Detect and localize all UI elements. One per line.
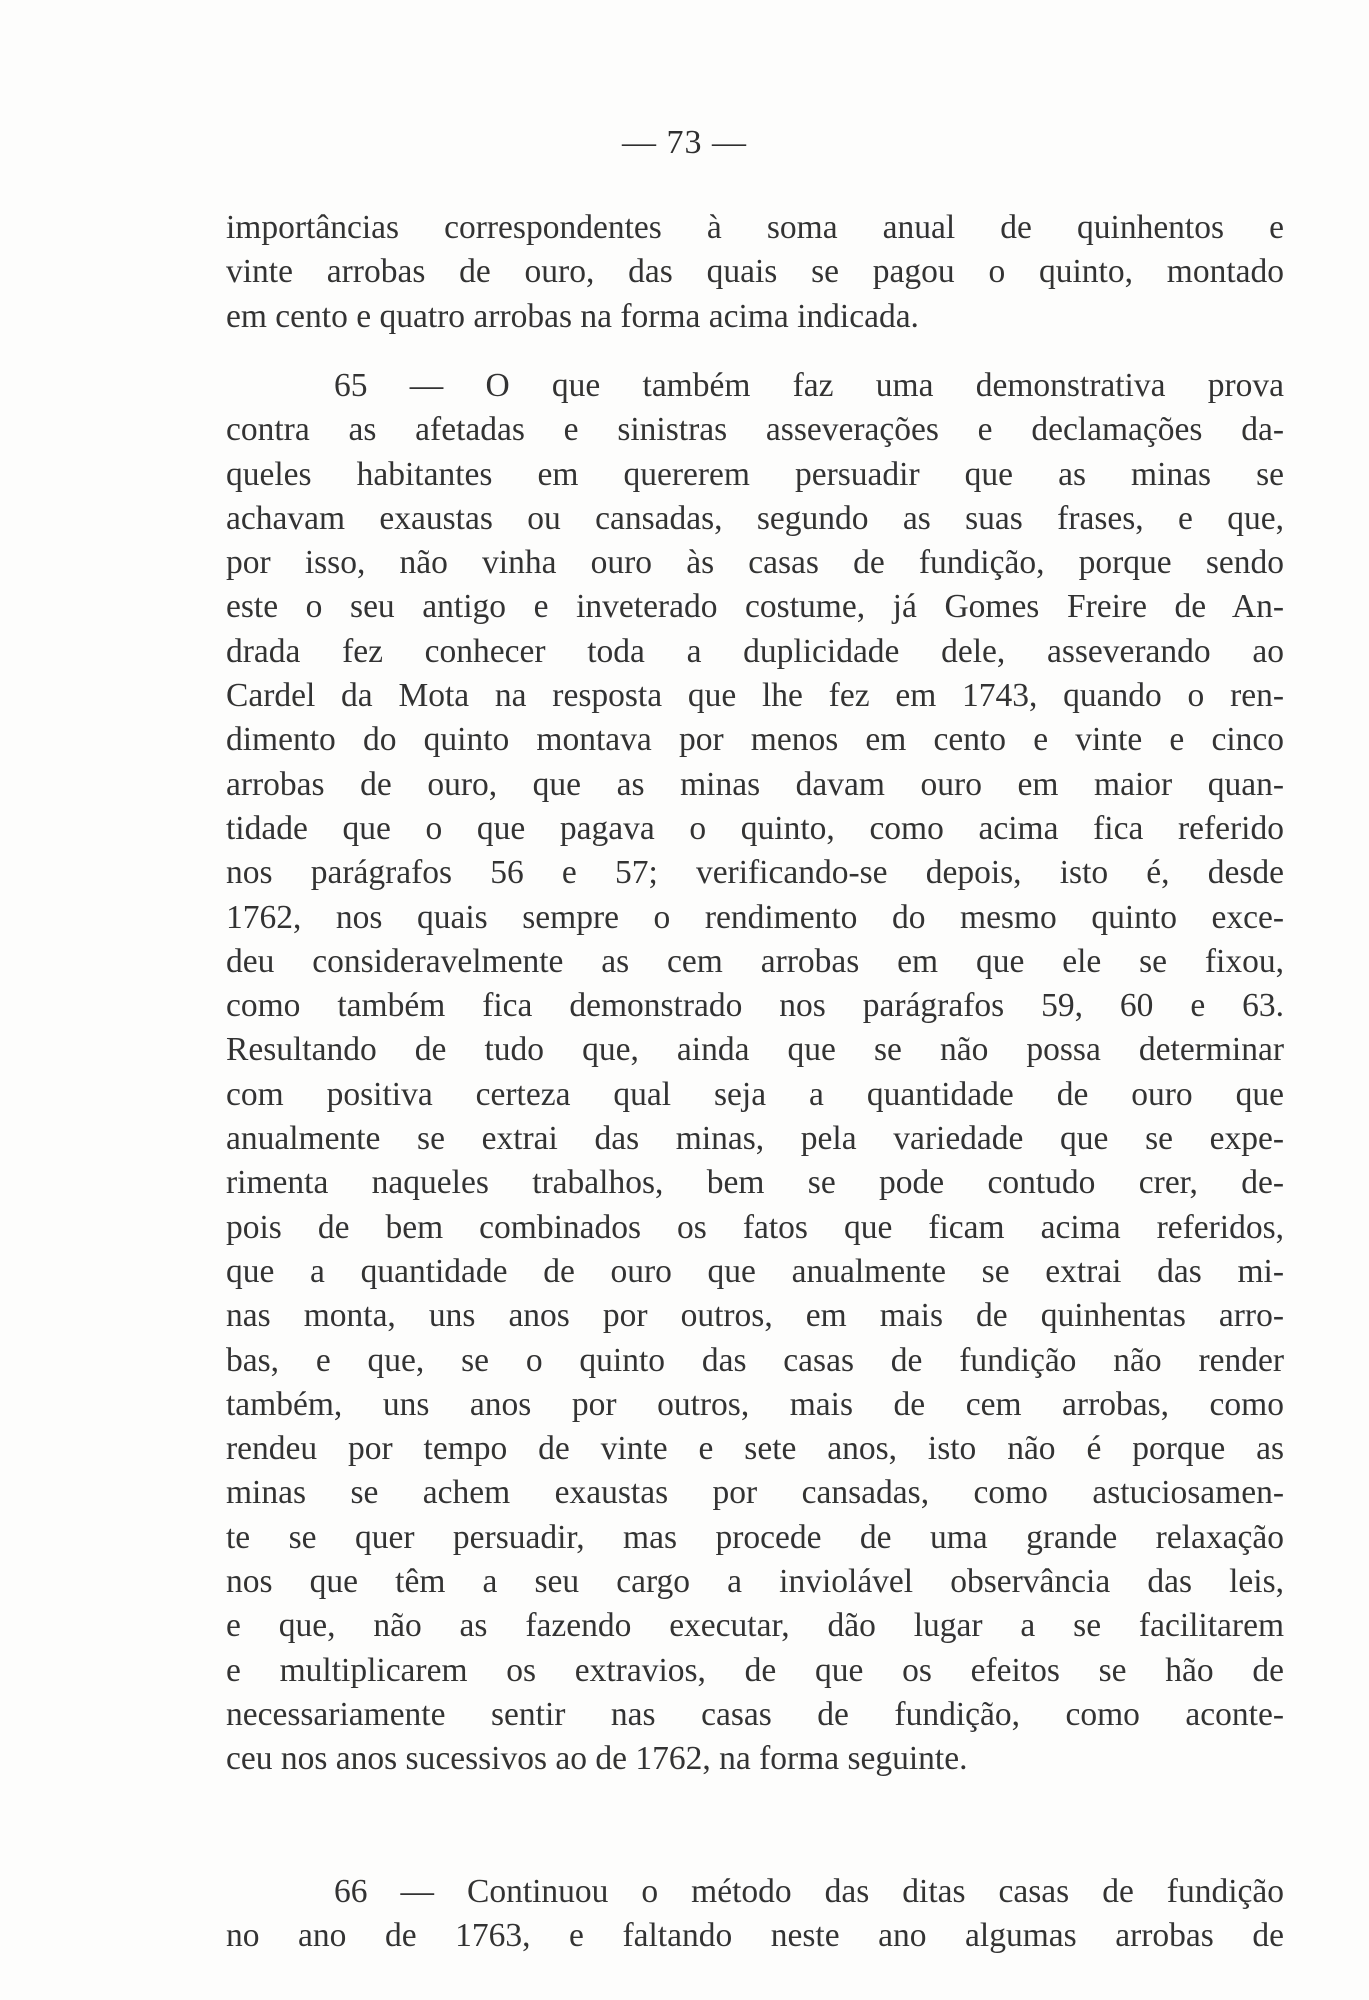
text-line: anualmente se extrai das minas, pela variedade que se expe- (226, 1120, 1284, 1158)
page-number: — 73 — (622, 124, 747, 161)
text-line: por isso, não vinha ouro às casas de fundição, porque sendo (226, 544, 1284, 582)
text-line: bas, e que, se o quinto das casas de fundição não render (226, 1341, 1284, 1379)
text-line: e multiplicarem os extravios, de que os efeitos se hão de (226, 1651, 1284, 1689)
text-line: em cento e quatro arrobas na forma acima indicada. (226, 297, 919, 335)
text-line: Resultando de tudo que, ainda que se não possa determinar (226, 1031, 1284, 1069)
text-line: nos parágrafos 56 e 57; verificando-se depois, isto é, desde (226, 854, 1284, 892)
paragraph-65 (226, 364, 1284, 1782)
text-line: nos que têm a seu cargo a inviolável observância das leis, (226, 1563, 1284, 1601)
text-line: importâncias correspondentes à soma anual de quinhentos e (226, 209, 1284, 246)
text-line: também, uns anos por outros, mais de cem arrobas, como (226, 1385, 1284, 1423)
text-line: como também fica demonstrado nos parágrafos 59, 60 e 63. (226, 987, 1284, 1025)
text-line: no ano de 1763, e faltando neste ano algumas arrobas de (226, 1917, 1284, 1955)
paragraph-66 (226, 1870, 1284, 1959)
text-line: deu consideravelmente as cem arrobas em que ele se fixou, (226, 942, 1284, 980)
text-line: dimento do quinto montava por menos em cento e vinte e cinco (226, 721, 1284, 759)
text-line: contra as afetadas e sinistras asseverações e declamações da- (226, 411, 1284, 449)
text-line: queles habitantes em quererem persuadir que as minas se (226, 455, 1284, 493)
text-line: minas se achem exaustas por cansadas, como astuciosamen- (226, 1474, 1284, 1512)
text-line: ceu nos anos sucessivos ao de 1762, na forma seguinte. (226, 1740, 968, 1778)
text-line: com positiva certeza qual seja a quantidade de ouro que (226, 1075, 1284, 1113)
text-line: necessariamente sentir nas casas de fundição, como aconte- (226, 1695, 1284, 1733)
text-line: tidade que o que pagava o quinto, como acima fica referido (226, 809, 1284, 847)
text-line: 66 — Continuou o método das ditas casas de fundição (334, 1873, 1284, 1910)
text-line: pois de bem combinados os fatos que ficam acima referidos, (226, 1208, 1284, 1246)
text-line: rimenta naqueles trabalhos, bem se pode contudo crer, de- (226, 1164, 1284, 1202)
text-line: nas monta, uns anos por outros, em mais de quinhentas arro- (226, 1297, 1284, 1335)
text-line: Cardel da Mota na resposta que lhe fez em 1743, quando o ren- (226, 677, 1284, 715)
text-line: vinte arrobas de ouro, das quais se pagou o quinto, montado (226, 253, 1284, 291)
text-line: arrobas de ouro, que as minas davam ouro em maior quan- (226, 765, 1284, 803)
text-line: que a quantidade de ouro que anualmente se extrai das mi- (226, 1252, 1284, 1290)
text-line: 65 — O que também faz uma demonstrativa prova (334, 367, 1284, 404)
text-line: drada fez conhecer toda a duplicidade dele, asseverando ao (226, 632, 1284, 670)
paragraph-continuation (226, 206, 1284, 339)
text-line: te se quer persuadir, mas procede de uma grande relaxação (226, 1518, 1284, 1556)
text-line: 1762, nos quais sempre o rendimento do mesmo quinto exce- (226, 898, 1284, 936)
text-line: este o seu antigo e inveterado costume, já Gomes Freire de An- (226, 588, 1284, 626)
text-line: achavam exaustas ou cansadas, segundo as suas frases, e que, (226, 499, 1284, 537)
text-line: rendeu por tempo de vinte e sete anos, isto não é porque as (226, 1430, 1284, 1468)
text-line: e que, não as fazendo executar, dão lugar a se facilitarem (226, 1607, 1284, 1645)
